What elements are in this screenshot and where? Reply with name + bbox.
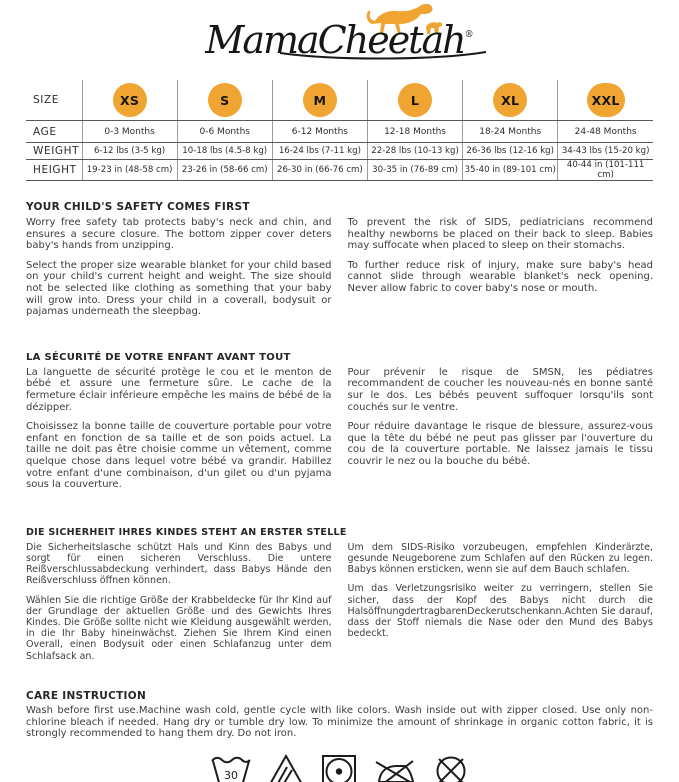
size-badge-xl: XL [493,83,527,117]
paragraph: Select the proper size wearable blanket for your child based on your child's current height and weight. The size should not be selected like clothing as something that your baby will grow into. Dress your child in a coverall, bodysuit or pajamas underneath the sleepbag. [26,259,332,318]
section-english [26,201,653,318]
paragraph: Wählen Sie die richtige Größe der Krabbeldecke für Ihr Kind auf der Grundlage der aktuellen Größe und des Gewichts Ihres Kindes. Die Größe sollte nicht wie Kleidung ausgewählt werden, in die Ihr Baby hineinwächst. Ziehen Sie Ihrem Kind einen Overall, einen Bodysuit oder einen Schlafanzug unter dem Schlafsack an. [26,594,332,662]
weight-row [26,143,653,160]
size-badge-xs: XS [113,83,147,117]
section-english-heading: YOUR CHILD'S SAFETY COMES FIRST [26,201,250,213]
size-cell [558,80,653,121]
paragraph: To prevent the risk of SIDS, pediatricians recommend healthy newborns be placed on their back to sleep. Babies may suffocate when placed to sleep on their stomachs. [347,217,653,252]
height-cell: 35-40 in (89-101 cm) [463,160,558,181]
weight-cell: 10-18 lbs (4.5-8 kg) [177,143,272,160]
german-left-column [26,542,332,662]
paragraph: To further reduce risk of injury, make sure baby's head cannot slide through wearable blanket's neck opening. Never allow fabric to cover baby's nose or mouth. [347,259,653,294]
paragraph: Um das Verletzungsrisiko weiter zu verringern, stellen Sie sicher, dass der Kopf des Babys nicht durch die HalsöffnungdertragbarenDeckerutschenkann.Achten Sie darauf, dass der Stoff niemals die Nase oder den Mund des Babys bedeckt. [347,583,653,640]
svg-text:30: 30 [223,769,238,782]
do-not-dry-clean-icon [431,751,471,782]
paragraph: Um dem SIDS-Risiko vorzubeugen, empfehlen Kinderärzte, gesunde Neugeborene zum Schlafen auf den Rücken zu legen. Babys können ersticken, wenn sie auf dem Bauch schlafen. [347,541,653,576]
age-cell: 12-18 Months [367,121,462,143]
height-cell: 26-30 in (66-76 cm) [272,160,367,181]
section-french [26,352,653,491]
section-french-heading: LA SÉCURITÉ DE VOTRE ENFANT AVANT TOUT [26,351,291,363]
height-cell: 19-23 in (48-58 cm) [82,160,177,181]
paragraph: Pour réduire davantage le risque de blessure, assurez-vous que la tête du bébé ne peut pas glisser par l'ouverture du cou de la couverture portable. Ne laissez jamais le tissu couvrir le nez ou la bouche du bébé. [347,421,653,467]
size-cell [177,80,272,121]
section-german-heading: DIE SICHERHEIT IHRES KINDES STEHT AN ERSTER STELLE [26,526,347,538]
height-cell: 30-35 in (76-89 cm) [367,160,462,181]
size-badge-m: M [303,83,337,117]
row-label-age: AGE [26,121,82,143]
weight-cell: 26-36 lbs (12-16 kg) [463,143,558,160]
size-cell [367,80,462,121]
row-label-size: SIZE [26,80,82,121]
age-cell: 18-24 Months [463,121,558,143]
german-right-column [348,542,654,662]
height-row [26,160,653,181]
size-cell [463,80,558,121]
height-cell: 40-44 in (101-111 cm) [558,160,653,181]
registered-mark: ® [464,30,474,40]
care-heading: CARE INSTRUCTION [26,689,147,702]
paragraph: Pour prévenir le risque de SMSN, les pédiatres recommandent de coucher les nouveau-nés en bonne santé sur le dos. Les bébés peuvent suffoquer lorsqu'ils sont couchés sur le ventre. [347,366,653,413]
age-cell: 0-6 Months [177,121,272,143]
machine-wash-30-icon [209,751,253,782]
size-cell [82,80,177,121]
size-chart-table [26,80,653,181]
age-cell: 24-48 Months [558,121,653,143]
weight-cell: 34-43 lbs (15-20 kg) [558,143,653,160]
brand-text: MamaCheetah [205,18,465,62]
paragraph: Worry free safety tab protects baby's neck and chin, and ensures a secure closure. The bottom zipper cover deters baby's hands from unzipping. [26,217,332,252]
tumble-dry-low-icon [319,751,359,782]
size-badge-l: L [398,83,432,117]
size-row [26,80,653,121]
weight-cell: 6-12 lbs (3-5 kg) [82,143,177,160]
section-care-instruction [26,690,653,782]
section-german [26,527,653,662]
age-cell: 0-3 Months [82,121,177,143]
non-chlorine-bleach-icon [266,751,306,782]
french-right-column [348,367,654,491]
size-cell [272,80,367,121]
do-not-iron-icon [372,751,418,782]
paragraph: Choisissez la bonne taille de couverture portable pour votre enfant en fonction de sa taille et de son poids actuel. La taille ne doit pas être choisie comme un vêtement, comme quelque chose dans lequel votre bébé va grandir. Habillez votre enfant d'une combinaison, d'un gilet ou d'un pyjama sous la couverture. [26,421,332,491]
paragraph: La languette de sécurité protège le cou et le menton de bébé et assure une fermeture sûre. Le cache de la fermeture éclair inférieure empêche les mains de bébé de la dézipper. [26,366,332,413]
age-row [26,121,653,143]
brand-logo [0,0,679,76]
size-badge-s: S [208,83,242,117]
size-badge-xxl: XXL [587,83,625,117]
laundry-symbols [26,751,653,782]
height-cell: 23-26 in (58-66 cm) [177,160,272,181]
row-label-height: HEIGHT [26,160,82,181]
weight-cell: 16-24 lbs (7-11 kg) [272,143,367,160]
french-left-column [26,367,332,491]
age-cell: 6-12 Months [272,121,367,143]
english-right-column [348,217,654,318]
safety-content [0,201,679,782]
weight-cell: 22-28 lbs (10-13 kg) [367,143,462,160]
row-label-weight: WEIGHT [26,143,82,160]
english-left-column [26,217,332,318]
paragraph: Die Sicherheitslasche schützt Hals und Kinn des Babys und sorgt für einen sicheren Verschluss. Die untere Reißverschlussabdeckung verhindert, dass Babys Hände den Reißverschluss öffnen können. [26,541,332,587]
brand-underline-swash [278,50,488,62]
care-text: Wash before first use.Machine wash cold, gentle cycle with like colors. Wash inside out with zipper closed. Use only non-chlorine bleach if needed. Hang dry or tumble dry low. To minimize the amount of shrinkage in organic cotton fabric, it is strongly recommended to hang them dry. Do not iron. [26,704,653,740]
